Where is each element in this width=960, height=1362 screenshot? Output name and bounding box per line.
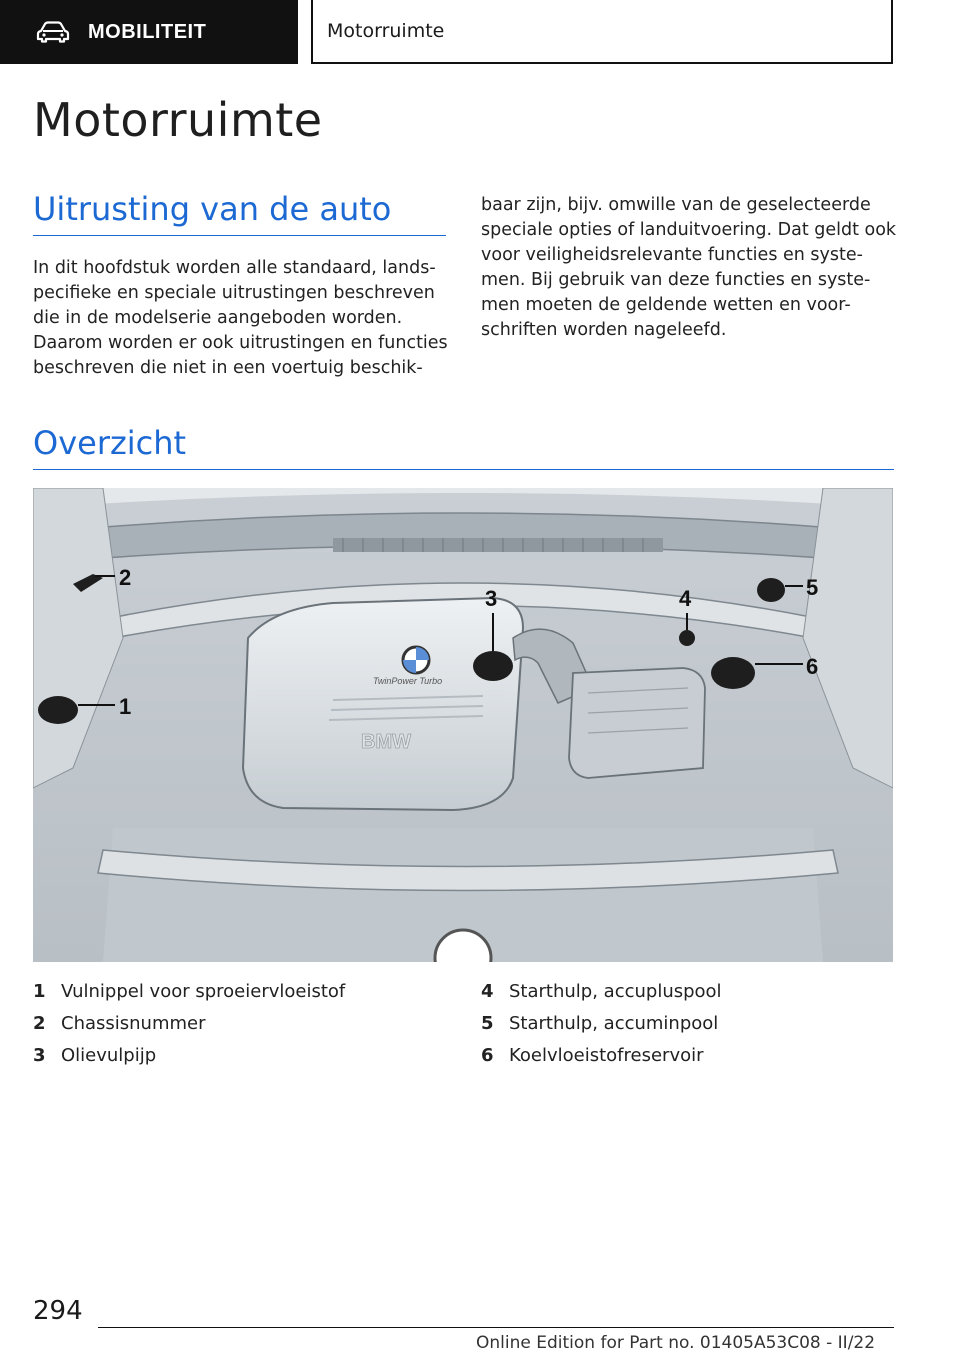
text-line: speciale opties of landuitvoering. Dat geldt ook [481,220,897,240]
legend-number: 4 [481,980,494,1002]
text-line: men moeten de geldende wetten en voor- [481,295,851,315]
legend-number: 1 [33,980,46,1002]
footer-rule [98,1327,894,1328]
legend-label: Koelvloeistofreservoir [509,1044,704,1066]
callout-4: 4 [679,586,692,611]
breadcrumb-label: Motorruimte [327,20,445,42]
text-line: schriften worden nageleefd. [481,320,727,340]
list-item [33,975,345,1007]
page-number: 294 [33,1296,83,1326]
chapter-tab[interactable] [0,0,298,64]
text-line: die in de modelserie aangeboden worden. [33,308,403,328]
text-line: In dit hoofdstuk worden alle standaard, lands- [33,258,436,278]
section-title-overview: Overzicht [33,424,187,462]
engine-bay-illustration [33,488,893,962]
section-rule [33,469,894,470]
legend-label: Chassisnummer [61,1012,206,1034]
text-line: pecifieke en speciale uitrustingen beschreven [33,283,435,303]
list-item [33,1039,345,1071]
engine-label: TwinPower Turbo [373,676,443,686]
legend-number: 5 [481,1012,494,1034]
legend-right [481,975,722,1071]
callout-1: 1 [119,694,132,719]
text-line: baar zijn, bijv. omwille van de geselecteerde [481,195,871,215]
legend-number: 3 [33,1044,46,1066]
text-line: voor veiligheidsrelevante functies en syste- [481,245,863,265]
callout-2: 2 [119,565,132,590]
list-item [481,1007,722,1039]
text-line: Daarom worden er ook uitrustingen en functies [33,333,448,353]
callout-5: 5 [806,575,819,600]
legend-number: 2 [33,1012,46,1034]
list-item [481,975,722,1007]
section-title-equipment: Uitrusting van de auto [33,190,392,228]
legend-left [33,975,345,1071]
legend-number: 6 [481,1044,494,1066]
section-rule [33,235,446,236]
chapter-tab-label: MOBILITEIT [88,20,207,43]
legend-label: Starthulp, accuminpool [509,1012,719,1034]
car-icon [36,21,70,43]
edition-info: Online Edition for Part no. 01405A53C08 - II/22 [476,1333,876,1353]
list-item [33,1007,345,1039]
engine-bay-drawing [33,488,893,962]
legend-label: Vulnippel voor sproeiervloeistof [61,980,346,1002]
cover-brand: BMW [361,731,411,753]
list-item [481,1039,722,1071]
callout-6: 6 [806,654,819,679]
body-text-column-1 [33,256,453,381]
breadcrumb [311,0,893,64]
page-title: Motorruimte [33,93,323,147]
text-line: beschreven die niet in een voertuig beschik- [33,358,423,378]
text-line: men. Bij gebruik van deze functies en syste- [481,270,871,290]
callout-3: 3 [485,586,498,611]
body-text-column-2 [481,193,901,343]
legend-label: Olievulpijp [61,1044,157,1066]
legend-label: Starthulp, accupluspool [509,980,722,1002]
